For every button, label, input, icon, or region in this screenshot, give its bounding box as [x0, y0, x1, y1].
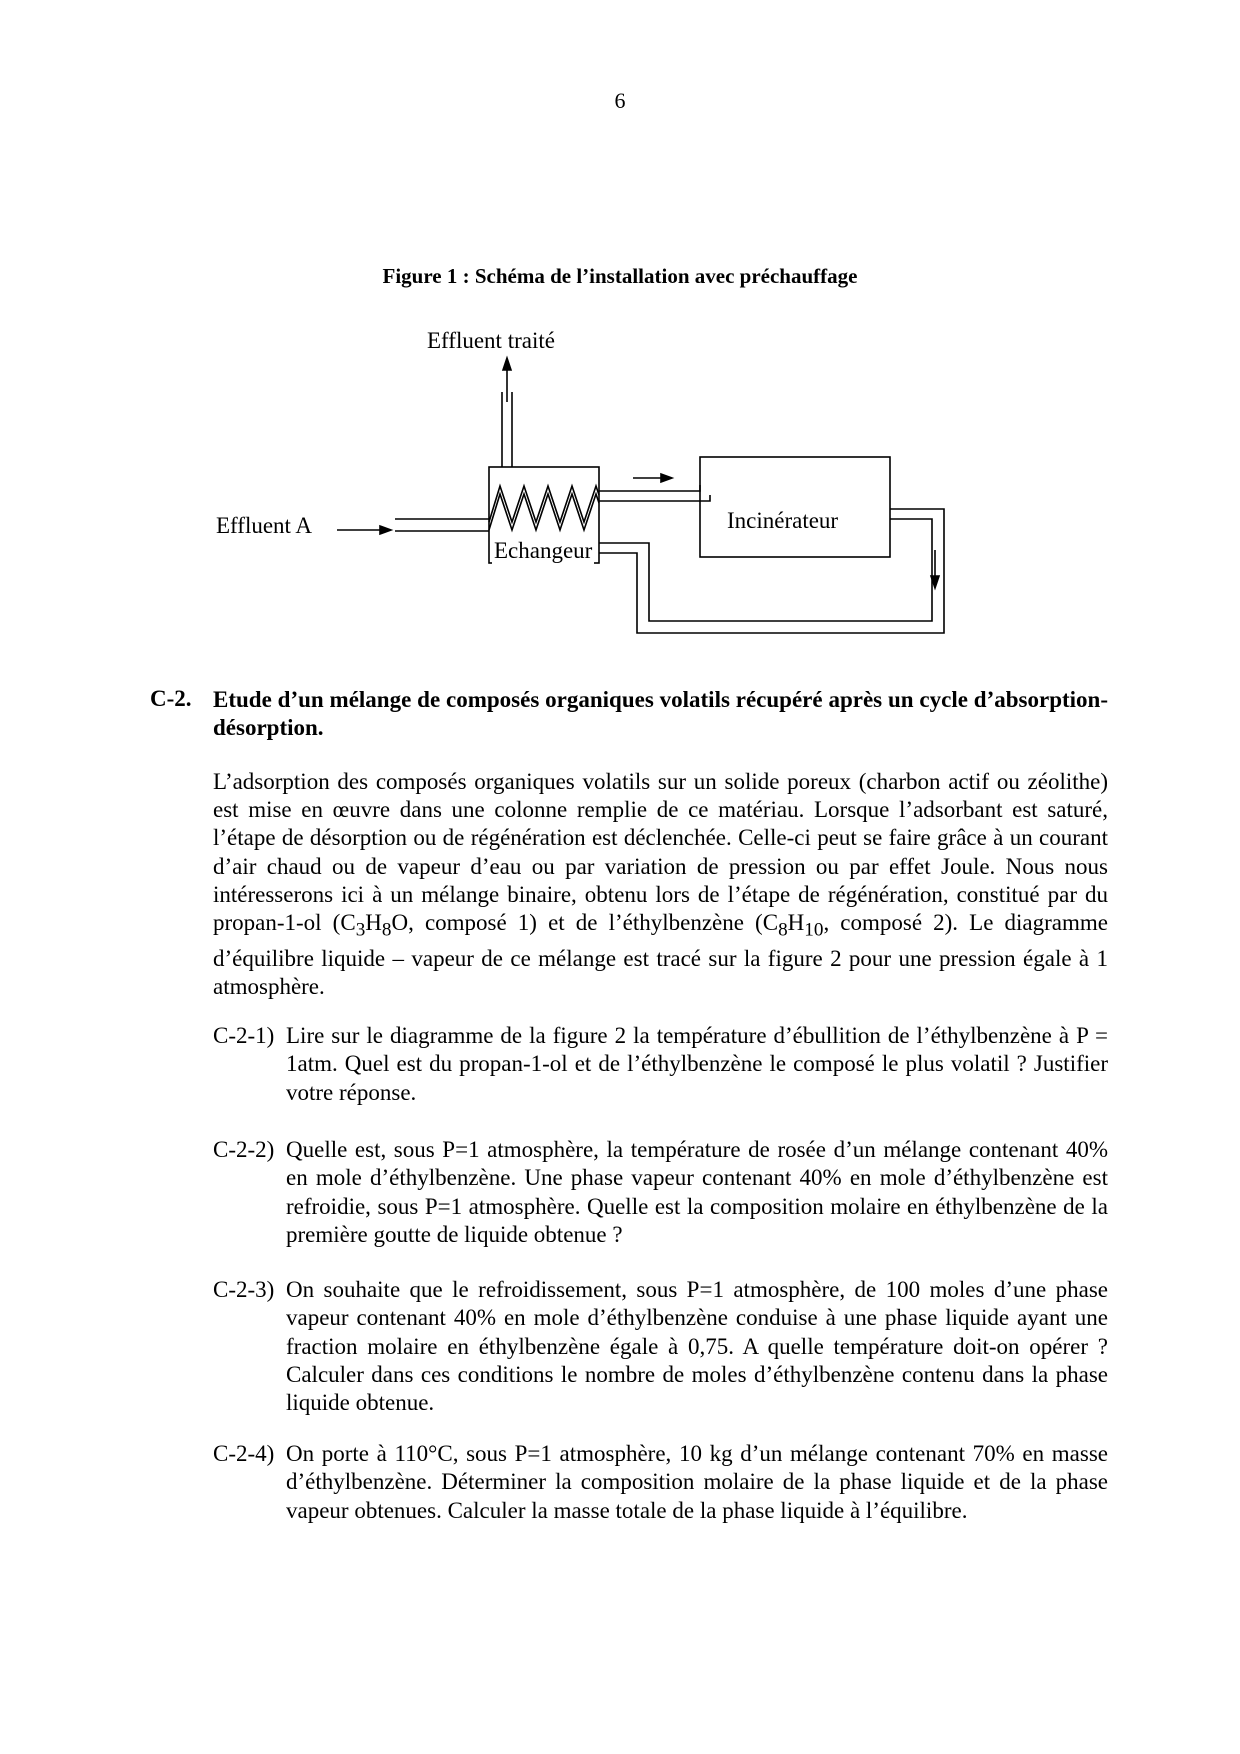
label-echangeur: Echangeur: [494, 538, 593, 563]
question-c-2-1: [213, 1022, 1108, 1107]
label-effluent-traite: Effluent traité: [427, 328, 555, 353]
label-incinerateur: Incinérateur: [727, 508, 839, 533]
page-number: 6: [614, 88, 626, 113]
intro-paragraph: [213, 768, 1108, 1001]
question-c-2-3: [213, 1276, 1108, 1417]
pressure-formula: P = 1atm: [286, 1023, 1108, 1077]
installation-diagram: [0, 0, 1240, 700]
formula-ethylbenzene: $C_8H_{10}$: [762, 910, 824, 941]
incinerator-box: [700, 457, 890, 557]
question-text: On porte à 110°C, sous P=1 atmosphère, 10 kg d’un mélange contenant 70% en masse d’éthylbenzène. Déterminer la composition molaire de la phase liquide et de la phase vapeur obtenues. Calculer la masse totale de la phase liquide à l’équilibre.: [286, 1441, 1108, 1523]
question-text: Lire sur le diagramme de la figure 2 la température d’ébullition de l’éthylbenzène à P = 1atm. Quel est du propan-1-ol et de l’éthylbenzène le composé le plus volatil ? Justifier votre réponse.: [286, 1023, 1108, 1105]
section-number: C-2.: [150, 686, 192, 711]
section-title: Etude d’un mélange de composés organiques volatils récupéré après un cycle d’absorption-désorption.: [213, 687, 1108, 740]
question-text: Quelle est, sous P=1 atmosphère, la température de rosée d’un mélange contenant 40% en mole d’éthylbenzène. Une phase vapeur contenant 40% en mole d’éthylbenzène est refroidie, sous P=1 atmosphère. Quelle est la composition molaire en éthylbenzène de la première goutte de liquide obtenue ?: [286, 1137, 1108, 1247]
question-number: C-2-1): [213, 1023, 275, 1048]
intro-text-3: , composé 2). Le diagramme d’équilibre liquide – vapeur de ce mélange est tracé sur la figure 2 pour une pression égale à 1 atmosphère.: [213, 910, 1108, 1000]
intro-text-2: , composé 1) et de l’éthylbenzène (: [408, 910, 763, 936]
figure-caption: Figure 1 : Schéma de l’installation avec préchauffage: [382, 264, 858, 288]
question-number: C-2-4): [213, 1441, 275, 1466]
question-c-2-2: [213, 1136, 1108, 1249]
formula-propanol: $C_3H_8O$: [340, 910, 409, 941]
question-text: On souhaite que le refroidissement, sous P=1 atmosphère, de 100 moles d’une phase vapeur contenant 40% en mole d’éthylbenzène conduise à une phase liquide ayant une fraction molaire en éthylbenzène égale à 0,75. A quelle température doit-on opérer ? Calculer dans ces conditions le nombre de moles d’éthylbenzène contenu dans la phase liquide obtenue.: [286, 1277, 1108, 1416]
question-c-2-4: [213, 1440, 1108, 1525]
question-number: C-2-3): [213, 1277, 275, 1302]
intro-text-1: L’adsorption des composés organiques volatils sur un solide poreux (charbon actif ou zéolithe) est mise en œuvre dans une colonne remplie de ce matériau. Lorsque l’adsorbant est saturé, l’étape de désorption ou de régénération est déclenchée. Celle-ci peut se faire grâce à un courant d’air chaud ou de vapeur d’eau ou par variation de pression ou par effet Joule. Nous nous intéresserons ici à un mélange binaire, obtenu lors de l’étape de régénération, constitué par du propan-1-ol (: [213, 769, 1108, 936]
label-effluent-a: Effluent A: [216, 513, 313, 538]
question-number: C-2-2): [213, 1137, 275, 1162]
